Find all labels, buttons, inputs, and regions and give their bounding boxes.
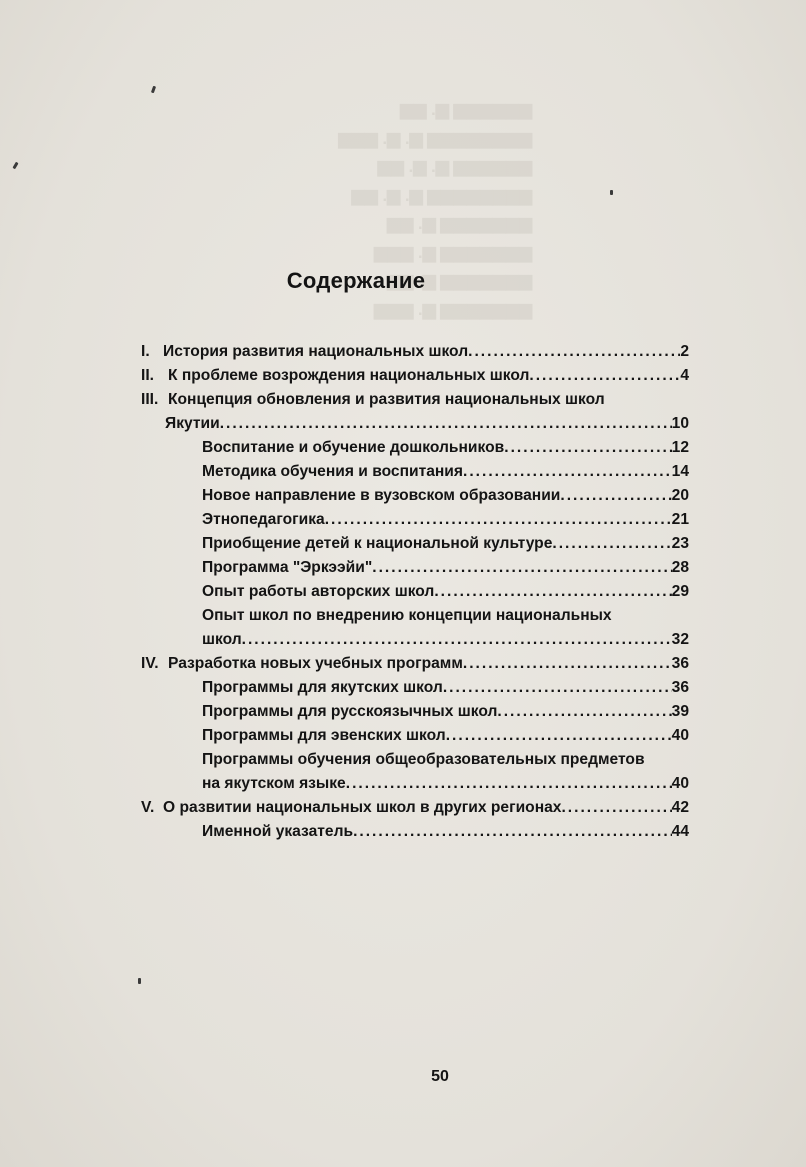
toc-entry-title: История развития национальных школ	[163, 343, 469, 360]
toc-entry-page: 10	[671, 415, 689, 432]
toc-entry	[141, 799, 689, 823]
toc-entry-title: Этнопедагогика	[202, 511, 325, 528]
toc-entry	[141, 367, 689, 391]
toc-entry-page: 39	[671, 703, 689, 720]
toc-leader-dots	[346, 775, 672, 793]
toc-entry-title: Именной указатель	[202, 823, 354, 840]
toc-entry-page: 42	[671, 799, 689, 816]
toc-entry	[141, 679, 689, 703]
toc-entry	[141, 727, 689, 751]
toc-entry-number: III.	[141, 391, 159, 408]
toc-entry-number: I.	[141, 343, 150, 360]
toc-entry	[141, 511, 689, 535]
toc-entry-title: К проблеме возрождения национальных школ	[168, 367, 530, 384]
toc-entry-page: 36	[671, 679, 689, 696]
toc-leader-dots	[242, 631, 672, 649]
toc-entry-title: Методика обучения и воспитания	[202, 463, 463, 480]
toc-entry	[141, 535, 689, 559]
toc-leader-dots	[463, 655, 672, 673]
toc-entry-page: 32	[671, 631, 689, 648]
toc-entry-page: 44	[671, 823, 689, 840]
toc-entry	[141, 487, 689, 511]
toc-entry	[141, 343, 689, 367]
toc-leader-dots	[353, 823, 672, 841]
scan-speck	[138, 978, 141, 984]
toc-entry	[141, 751, 689, 775]
toc-entry	[141, 583, 689, 607]
toc-leader-dots	[446, 727, 672, 745]
bleed-through-text: ▆▆▆▆▆▆ ▆. ▆▆ ▆▆▆▆▆▆▆▆ ▆. ▆. ▆▆▆ ▆▆▆▆▆▆ ▆. ▆. ▆▆ ▆▆▆▆▆▆▆▆ ▆. ▆. ▆▆ ▆▆▆▆▆▆▆ ▆. ▆▆ ▆▆▆▆▆▆▆ ▆. ▆▆▆ ▆▆▆▆▆▆▆ ▆. ▆▆ ▆▆▆▆▆▆▆ ▆. ▆▆▆	[338, 100, 532, 319]
toc-entry	[141, 823, 689, 847]
toc-entry	[141, 439, 689, 463]
toc-entry-page: 40	[671, 775, 689, 792]
toc-entry-page: 40	[671, 727, 689, 744]
toc-entry-title: Концепция обновления и развития национальных школ	[168, 391, 605, 408]
toc-entry	[141, 703, 689, 727]
scan-speck	[610, 190, 613, 195]
toc-entry-title: Опыт работы авторских школ	[202, 583, 435, 600]
toc-leader-dots	[463, 463, 672, 481]
toc-entry-title: школ	[202, 631, 242, 648]
toc-entry	[141, 631, 689, 655]
toc-entry	[141, 559, 689, 583]
toc-leader-dots	[497, 703, 671, 721]
toc-entry	[141, 415, 689, 439]
toc-entry-page: 36	[671, 655, 689, 672]
toc-entry-page: 20	[671, 487, 689, 504]
toc-entry-title: на якутском языке	[202, 775, 346, 792]
toc-entry-page: 21	[671, 511, 689, 528]
toc-entry-title: Опыт школ по внедрению концепции национальных	[202, 607, 612, 624]
toc-entry-page: 14	[671, 463, 689, 480]
toc-leader-dots	[372, 559, 671, 577]
toc-entry-title: Программы для эвенских школ	[202, 727, 446, 744]
toc-leader-dots	[561, 799, 671, 817]
toc-entry	[141, 607, 689, 631]
toc-entry	[141, 391, 689, 415]
toc-entry	[141, 775, 689, 799]
toc-entry-number: II.	[141, 367, 154, 384]
toc-entry-title: Программы для русскоязычных школ	[202, 703, 498, 720]
toc-leader-dots	[220, 415, 672, 433]
scan-speck	[151, 86, 156, 94]
toc-entry	[141, 655, 689, 679]
toc-entry-title: Программы обучения общеобразовательных предметов	[202, 751, 645, 768]
toc-entry-title: Программа "Эркээйи"	[202, 559, 373, 576]
toc-entry-title: Якутии	[165, 415, 220, 432]
table-of-contents	[141, 343, 689, 847]
toc-leader-dots	[434, 583, 671, 601]
toc-leader-dots	[552, 535, 671, 553]
page-title: Содержание	[286, 268, 426, 293]
toc-entry-page: 29	[671, 583, 689, 600]
toc-entry	[141, 463, 689, 487]
toc-entry-title: Приобщение детей к национальной культуре	[202, 535, 553, 552]
toc-leader-dots	[325, 511, 672, 529]
toc-entry-page: 4	[680, 367, 689, 384]
toc-leader-dots	[560, 487, 671, 505]
toc-entry-title: Разработка новых учебных программ	[168, 655, 463, 672]
toc-leader-dots	[468, 343, 680, 361]
toc-leader-dots	[504, 439, 671, 457]
toc-leader-dots	[529, 367, 680, 385]
toc-entry-page: 28	[671, 559, 689, 576]
toc-entry-page: 2	[680, 343, 689, 360]
toc-entry-page: 23	[671, 535, 689, 552]
page-number: 50	[431, 1068, 449, 1085]
toc-entry-title: Программы для якутских школ	[202, 679, 443, 696]
toc-entry-title: Воспитание и обучение дошкольников	[202, 439, 505, 456]
toc-entry-number: IV.	[141, 655, 159, 672]
toc-leader-dots	[443, 679, 672, 697]
toc-entry-page: 12	[671, 439, 689, 456]
scan-speck	[12, 162, 18, 170]
toc-entry-number: V.	[141, 799, 155, 816]
toc-entry-title: О развитии национальных школ в других регионах	[163, 799, 562, 816]
toc-entry-title: Новое направление в вузовском образовании	[202, 487, 561, 504]
